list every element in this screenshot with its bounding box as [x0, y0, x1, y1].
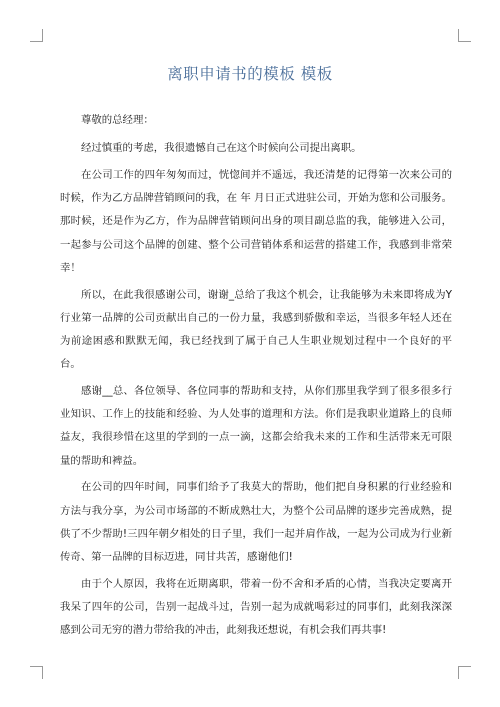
paragraph-1: 经过慎重的考虑，我很遗憾自己在这个时候向公司提出离职。 — [81, 142, 362, 155]
page-corner-mark-bottom-right — [458, 666, 471, 679]
paragraph-6: 由于个人原因，我将在近期离职，带着一份不舍和矛盾的心情，当我决定要离开我呆了四年的公司，告别一起战斗过，告别一起为成就喝彩过的同事们，此刻我深深感到公司无穷的潜力带给我的冲击，此刻我还想说，有机会我们再共事! — [60, 577, 452, 637]
page-corner-mark-top-left — [30, 29, 43, 42]
paragraph-3: 所以，在此我很感谢公司，谢谢_总给了我这个机会，让我能够为未来即将成为Y行业第一品牌的公司贡献出自己的一份力量，我感到骄傲和幸运，当很多年轻人还在为前途困惑和默默无闻，我已经找到了属于自己人生职业规划过程中一个良好的平台。 — [60, 288, 452, 371]
page-corner-mark-top-right — [458, 29, 471, 42]
document-title: 离职申请书的模板 模板 — [167, 65, 333, 83]
paragraph-2: 在公司工作的四年匆匆而过，恍惚间并不遥远，我还清楚的记得第一次来公司的时候，作为乙方品牌营销顾问的我，在 年 月日正式进驻公司，开始为您和公司服务。那时候，还是作为乙方，作为品牌营销顾问出身的项目副总监的我，能够进入公司，一起参与公司这个品牌的创建、整个公司营销体系和运营的搭建工作，我感到非常荣幸！ — [60, 169, 452, 274]
page-corner-mark-bottom-left — [30, 666, 43, 679]
document-body — [60, 109, 452, 646]
paragraph-5: 在公司的四年时间，同事们给予了我莫大的帮助，他们把自身积累的行业经验和方法与我分享，为公司市场部的不断成熟壮大，为整个公司品牌的逐步完善成熟，提供了不少帮助!三四年朝夕相处的日子里，我们一起并肩作战，一起为公司成为行业新传奇、第一品牌的目标迈进，同甘共苦，感谢他们! — [60, 481, 452, 564]
salutation: 尊敬的总经理： — [81, 114, 154, 126]
paragraph-4: 感谢__总、各位领导、各位同事的帮助和支持，从你们那里我学到了很多很多行业知识、工作上的技能和经验、为人处事的道理和方法。你们是我职业道路上的良师益友，我很珍惜在这里的学到的一点一滴，这都会给我未来的工作和生活带来无可限量的帮助和裨益。 — [60, 385, 452, 467]
